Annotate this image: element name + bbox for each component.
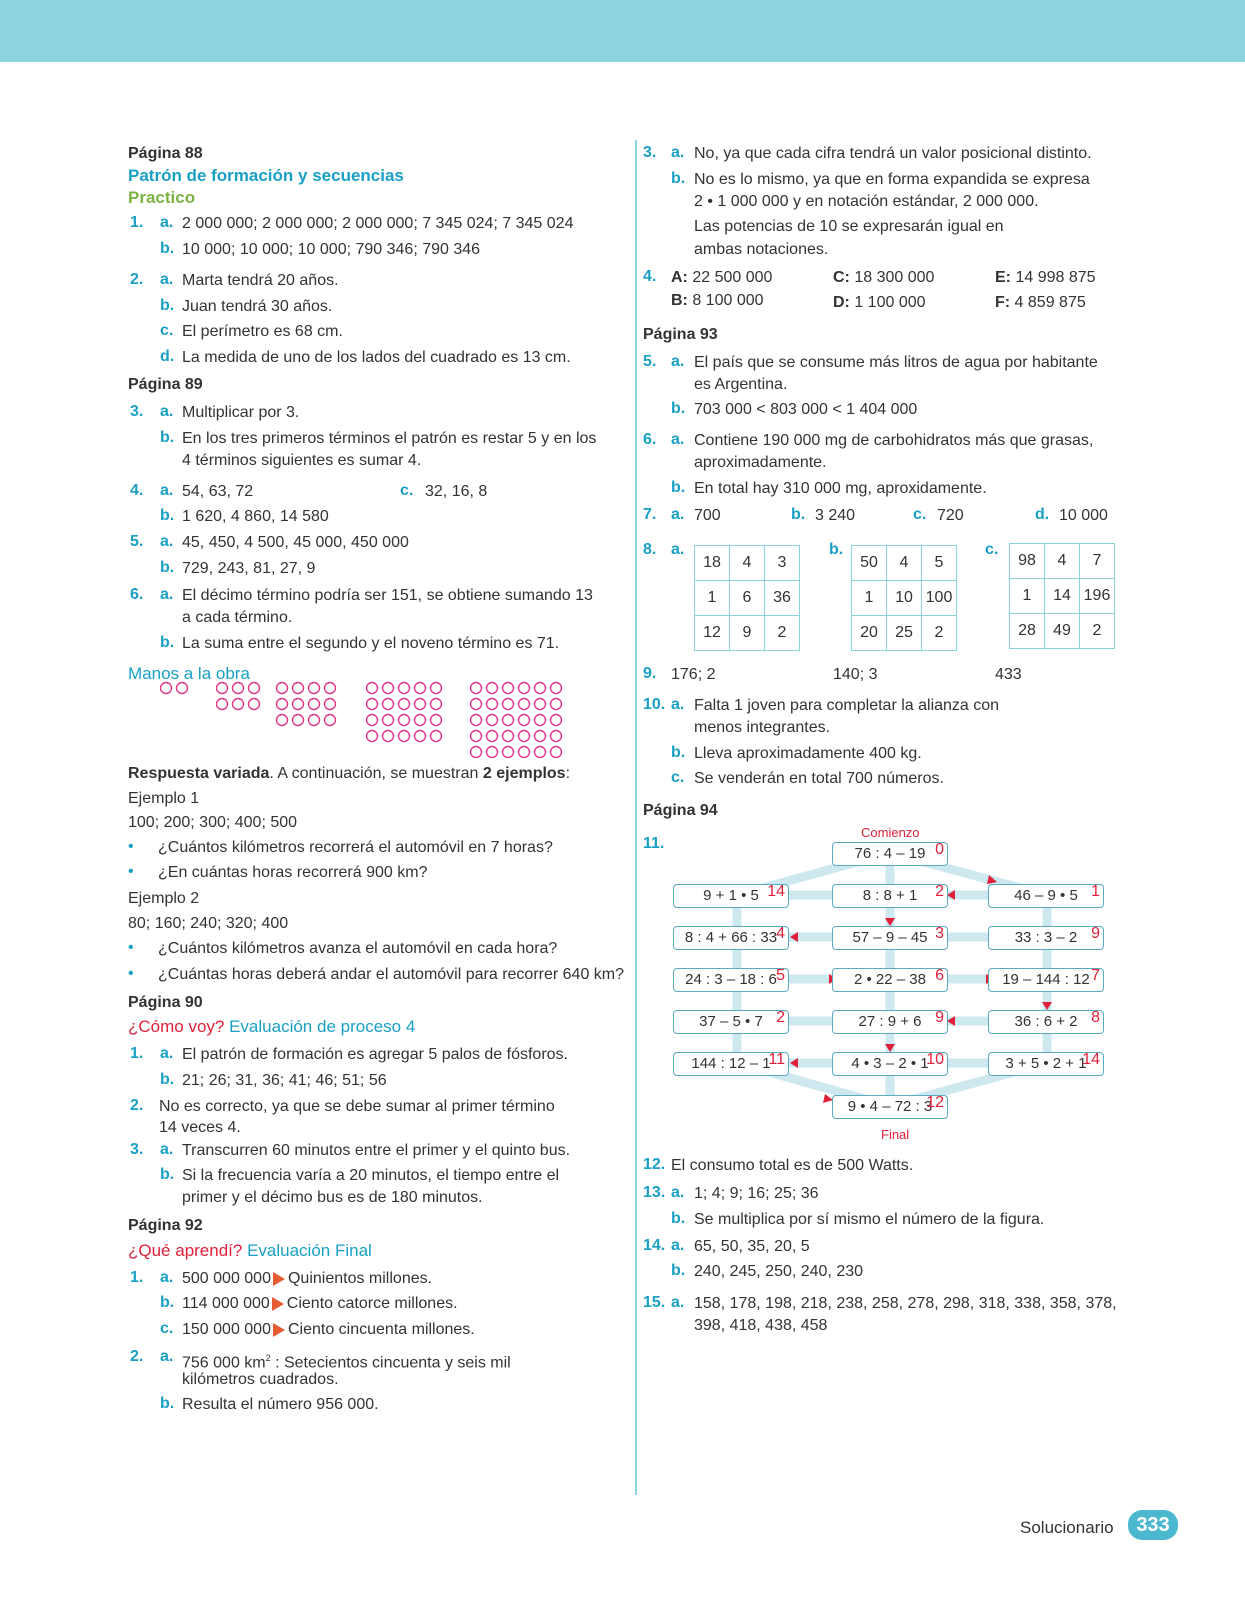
answer-text: 10 000; 10 000; 10 000; 790 346; 790 346 xyxy=(182,241,481,258)
answer-text: ambas notaciones. xyxy=(694,241,829,258)
answer-text: No es lo mismo, ya que en forma expandida se expresa xyxy=(694,171,1090,188)
item-letter: b. xyxy=(160,1166,175,1183)
flow-box: 144 : 12 – 1 11 xyxy=(673,1052,789,1076)
grid-cell: 49 xyxy=(1045,614,1080,649)
example-sequence: 80; 160; 240; 320; 400 xyxy=(128,915,289,932)
grid-cell: 20 xyxy=(852,616,887,651)
grid-cell: 18 xyxy=(695,546,730,581)
section-subtitle: Practico xyxy=(128,188,196,207)
flow-box: 9 • 4 – 72 : 3 12 xyxy=(832,1095,948,1119)
flow-box: 9 + 1 • 5 14 xyxy=(673,884,789,908)
grid-cell: 6 xyxy=(730,581,765,616)
page-heading: Página 88 xyxy=(128,145,203,162)
item-letter: a. xyxy=(160,1045,174,1062)
item-number: 12. xyxy=(643,1156,666,1173)
grid-cell: 50 xyxy=(852,546,887,581)
flow-box: 19 – 144 : 12 7 xyxy=(988,968,1104,992)
grid-cell: 25 xyxy=(887,616,922,651)
example-question: ¿Cuántos kilómetros recorrerá el automóvil en 7 horas? xyxy=(158,839,553,856)
answer-text: 1; 4; 9; 16; 25; 36 xyxy=(694,1185,819,1202)
item-letter: b. xyxy=(160,507,175,524)
item-letter: a. xyxy=(671,1294,685,1311)
item-number: 4. xyxy=(130,482,144,499)
item-number: 8. xyxy=(643,541,657,558)
answer-text: 32, 16, 8 xyxy=(425,483,488,500)
example-sequence: 100; 200; 300; 400; 500 xyxy=(128,814,298,831)
answer-text: 240, 245, 250, 240, 230 xyxy=(694,1263,864,1280)
item-letter: a. xyxy=(671,144,685,161)
answer-text: El consumo total es de 500 Watts. xyxy=(671,1157,914,1174)
flow-box: 4 • 3 – 2 • 1 10 xyxy=(832,1052,948,1076)
answer-text: F: 4 859 875 xyxy=(995,294,1086,311)
flow-box: 27 : 9 + 6 9 xyxy=(832,1010,948,1034)
column-divider xyxy=(635,140,637,1495)
item-letter: a. xyxy=(671,353,685,370)
answer-text: primer y el décimo bus es de 180 minutos. xyxy=(182,1189,483,1206)
item-number: 5. xyxy=(643,353,657,370)
answer-text: E: 14 998 875 xyxy=(995,269,1096,286)
grid-cell: 98 xyxy=(1010,544,1045,579)
example-question: ¿Cuántas horas deberá andar el automóvil para recorrer 640 km? xyxy=(158,966,625,983)
item-letter: b. xyxy=(671,744,686,761)
answer-text: 398, 418, 438, 458 xyxy=(694,1317,828,1334)
answer-text: 2 000 000; 2 000 000; 2 000 000; 7 345 024; 7 345 024 xyxy=(182,215,574,232)
item-letter: b. xyxy=(160,429,175,446)
answer-text: 158, 178, 198, 218, 238, 258, 278, 298, 318, 338, 358, 378, xyxy=(694,1295,1117,1312)
answer-text: B: 8 100 000 xyxy=(671,292,764,309)
answer-text: En los tres primeros términos el patrón es restar 5 y en los xyxy=(182,430,597,447)
magic-square-a xyxy=(694,545,800,651)
item-letter: a. xyxy=(160,482,174,499)
item-letter: b. xyxy=(160,1071,175,1088)
flow-box: 57 – 9 – 45 3 xyxy=(832,926,948,950)
flow-box: 33 : 3 – 2 9 xyxy=(988,926,1104,950)
page-heading: Página 89 xyxy=(128,376,203,393)
answer-text: Contiene 190 000 mg de carbohidratos más que grasas, xyxy=(694,432,1094,449)
page-heading: Página 90 xyxy=(128,994,203,1011)
grid-cell: 7 xyxy=(1080,544,1115,579)
item-number: 1. xyxy=(130,1269,144,1286)
item-number: 10. xyxy=(643,696,666,713)
item-number: 3. xyxy=(130,403,144,420)
answer-text: 729, 243, 81, 27, 9 xyxy=(182,560,316,577)
grid-cell: 4 xyxy=(887,546,922,581)
answer-text: No, ya que cada cifra tendrá un valor posicional distinto. xyxy=(694,145,1092,162)
grid-cell: 1 xyxy=(695,581,730,616)
answer-text: 140; 3 xyxy=(833,666,878,683)
answer-text: D: 1 100 000 xyxy=(833,294,926,311)
answer-text: es Argentina. xyxy=(694,376,788,393)
answer-text: 500 000 000 Quinientos millones. xyxy=(182,1270,433,1287)
bullet-icon: • xyxy=(128,965,134,982)
answer-text: kilómetros cuadrados. xyxy=(182,1371,339,1388)
banner-edge xyxy=(0,38,1245,68)
item-letter: c. xyxy=(671,769,685,786)
item-letter: a. xyxy=(671,1184,685,1201)
item-letter: c. xyxy=(160,1320,174,1337)
item-letter: d. xyxy=(160,348,175,365)
answer-text: Se multiplica por sí mismo el número de la figura. xyxy=(694,1211,1045,1228)
answer-text: 700 xyxy=(694,507,721,524)
flow-box: 8 : 8 + 1 2 xyxy=(832,884,948,908)
answer-text: 150 000 000 Ciento cincuenta millones. xyxy=(182,1321,475,1338)
item-letter: a. xyxy=(671,506,685,523)
grid-cell: 12 xyxy=(695,616,730,651)
item-letter: a. xyxy=(160,1269,174,1286)
bullet-icon: • xyxy=(128,838,134,855)
grid-cell: 4 xyxy=(1045,544,1080,579)
example-heading: Ejemplo 1 xyxy=(128,790,200,807)
magic-square-c xyxy=(1009,543,1115,649)
page-number-badge: 333 xyxy=(1128,1510,1178,1540)
bullet-icon: • xyxy=(128,939,134,956)
grid-cell: 1 xyxy=(852,581,887,616)
flow-box: 37 – 5 • 7 2 xyxy=(673,1010,789,1034)
answer-text: Multiplicar por 3. xyxy=(182,404,300,421)
item-letter: c. xyxy=(400,482,414,499)
answer-text: Si la frecuencia varía a 20 minutos, el tiempo entre el xyxy=(182,1167,560,1184)
example-question: ¿En cuántas horas recorrerá 900 km? xyxy=(158,864,428,881)
item-letter: b. xyxy=(671,400,686,417)
item-letter: a. xyxy=(160,586,174,603)
answer-text: C: 18 300 000 xyxy=(833,269,935,286)
item-number: 13. xyxy=(643,1184,666,1201)
page-heading: Página 92 xyxy=(128,1217,203,1234)
item-letter: a. xyxy=(671,696,685,713)
item-number: 6. xyxy=(643,431,657,448)
example-question: ¿Cuántos kilómetros avanza el automóvil en cada hora? xyxy=(158,940,558,957)
grid-cell: 2 xyxy=(1080,614,1115,649)
item-letter: c. xyxy=(913,506,927,523)
item-number: 2. xyxy=(130,271,144,288)
answer-text: Juan tendrá 30 años. xyxy=(182,298,333,315)
item-letter: c. xyxy=(985,541,999,558)
item-letter: b. xyxy=(671,170,686,187)
answer-text: 65, 50, 35, 20, 5 xyxy=(694,1238,810,1255)
item-letter: b. xyxy=(160,1395,175,1412)
evaluation-heading: ¿Qué aprendí? Evaluación Final xyxy=(128,1241,372,1260)
flow-box: 24 : 3 – 18 : 6 5 xyxy=(673,968,789,992)
answer-text: 756 000 $km^2$ : Setecientos cincuenta y seis mil xyxy=(182,1353,511,1372)
answer-text: 1 620, 4 860, 14 580 xyxy=(182,508,329,525)
answer-text: 54, 63, 72 xyxy=(182,483,254,500)
grid-cell: 3 xyxy=(765,546,800,581)
answer-text: En total hay 310 000 mg, aproxidamente. xyxy=(694,480,987,497)
answer-text: El perímetro es 68 cm. xyxy=(182,323,343,340)
grid-cell: 5 xyxy=(922,546,957,581)
answer-text: 10 000 xyxy=(1059,507,1108,524)
item-number: 1. xyxy=(130,214,144,231)
answer-text: Resulta el número 956 000. xyxy=(182,1396,379,1413)
grid-cell: 9 xyxy=(730,616,765,651)
item-number: 2. xyxy=(130,1097,144,1114)
answer-text: 433 xyxy=(995,666,1022,683)
end-label: Final xyxy=(881,1127,910,1142)
page-heading: Página 94 xyxy=(643,802,718,819)
item-letter: b. xyxy=(160,634,175,651)
grid-cell: 28 xyxy=(1010,614,1045,649)
item-number: 15. xyxy=(643,1294,666,1311)
item-letter: d. xyxy=(1035,506,1050,523)
grid-cell: 10 xyxy=(887,581,922,616)
flow-box: 2 • 22 – 38 6 xyxy=(832,968,948,992)
item-letter: b. xyxy=(671,1262,686,1279)
item-letter: b. xyxy=(160,559,175,576)
answer-text: Se venderán en total 700 números. xyxy=(694,770,944,787)
item-letter: b. xyxy=(671,1210,686,1227)
answer-text: El país que se consume más litros de agua por habitante xyxy=(694,354,1098,371)
answer-text: Falta 1 joven para completar la alianza con xyxy=(694,697,1000,714)
item-number: 4. xyxy=(643,268,657,285)
item-letter: b. xyxy=(160,240,175,257)
answer-text: 14 veces 4. xyxy=(159,1119,241,1136)
manos-heading: Manos a la obra xyxy=(128,664,250,683)
flow-box: 3 + 5 • 2 + 1 14 xyxy=(988,1052,1104,1076)
answer-text: menos integrantes. xyxy=(694,719,831,736)
item-letter: a. xyxy=(160,1348,174,1365)
magic-square-b xyxy=(851,545,957,651)
arrow-right-icon xyxy=(273,1323,285,1337)
answer-text: Transcurren 60 minutos entre el primer y el quinto bus. xyxy=(182,1142,571,1159)
item-letter: b. xyxy=(160,297,175,314)
item-letter: a. xyxy=(671,541,685,558)
item-number: 14. xyxy=(643,1237,666,1254)
item-letter: a. xyxy=(160,271,174,288)
item-letter: a. xyxy=(671,1237,685,1254)
answer-text: 703 000 < 803 000 < 1 404 000 xyxy=(694,401,918,418)
answer-text: Marta tendrá 20 años. xyxy=(182,272,339,289)
answer-text: 2 • 1 000 000 y en notación estándar, 2 000 000. xyxy=(694,193,1039,210)
answer-text: 720 xyxy=(937,507,964,524)
answer-text: La medida de uno de los lados del cuadrado es 13 cm. xyxy=(182,349,571,366)
item-number: 2. xyxy=(130,1348,144,1365)
grid-cell: 1 xyxy=(1010,579,1045,614)
circle-pattern-figures xyxy=(158,678,578,758)
item-number: 7. xyxy=(643,506,657,523)
answer-text: 4 términos siguientes es sumar 4. xyxy=(182,452,422,469)
item-number: 6. xyxy=(130,586,144,603)
item-number: 3. xyxy=(130,1141,144,1158)
item-letter: a. xyxy=(160,214,174,231)
page-heading: Página 93 xyxy=(643,326,718,343)
answer-text: 21; 26; 31, 36; 41; 46; 51; 56 xyxy=(182,1072,387,1089)
answer-text: a cada término. xyxy=(182,609,293,626)
answer-text: El décimo término podría ser 151, se obtiene sumando 13 xyxy=(182,587,593,604)
section-title: Patrón de formación y secuencias xyxy=(128,166,404,185)
item-letter: b. xyxy=(791,506,806,523)
example-heading: Ejemplo 2 xyxy=(128,890,200,907)
answer-text: 45, 450, 4 500, 45 000, 450 000 xyxy=(182,534,409,551)
item-letter: a. xyxy=(160,533,174,550)
answer-text: Lleva aproximadamente 400 kg. xyxy=(694,745,922,762)
flow-box: 76 : 4 – 19 0 xyxy=(832,842,948,866)
item-letter: a. xyxy=(160,1141,174,1158)
grid-cell: 36 xyxy=(765,581,800,616)
evaluation-heading: ¿Cómo voy? Evaluación de proceso 4 xyxy=(128,1017,416,1036)
answer-text: 176; 2 xyxy=(671,666,716,683)
item-number: 1. xyxy=(130,1045,144,1062)
arrow-right-icon xyxy=(273,1272,285,1286)
item-number: 5. xyxy=(130,533,144,550)
answer-text: El patrón de formación es agregar 5 palos de fósforos. xyxy=(182,1046,568,1063)
start-label: Comienzo xyxy=(861,825,920,840)
item-number: 11. xyxy=(643,835,665,852)
answer-text: aproximadamente. xyxy=(694,454,827,471)
grid-cell: 100 xyxy=(922,581,957,616)
arrow-right-icon xyxy=(272,1297,284,1311)
item-number: 9. xyxy=(643,665,657,682)
item-letter: b. xyxy=(671,479,686,496)
answer-text: La suma entre el segundo y el noveno término es 71. xyxy=(182,635,560,652)
footer-label: Solucionario xyxy=(1020,1518,1114,1537)
flow-box: 36 : 6 + 2 8 xyxy=(988,1010,1104,1034)
item-letter: b. xyxy=(160,1294,175,1311)
grid-cell: 2 xyxy=(765,616,800,651)
grid-cell: 4 xyxy=(730,546,765,581)
grid-cell: 196 xyxy=(1080,579,1115,614)
answer-text: No es correcto, ya que se debe sumar al primer término xyxy=(159,1098,555,1115)
answer-text: A: 22 500 000 xyxy=(671,269,773,286)
answer-text: Las potencias de 10 se expresarán igual en xyxy=(694,218,1004,235)
bullet-icon: • xyxy=(128,863,134,880)
answer-text: 3 240 xyxy=(815,507,856,524)
grid-cell: 14 xyxy=(1045,579,1080,614)
item-letter: a. xyxy=(671,431,685,448)
grid-cell: 2 xyxy=(922,616,957,651)
item-letter: c. xyxy=(160,322,174,339)
answer-text: 114 000 000 Ciento catorce millones. xyxy=(182,1295,458,1312)
item-letter: b. xyxy=(829,541,844,558)
item-number: 3. xyxy=(643,144,657,161)
flow-box: 8 : 4 + 66 : 33 4 xyxy=(673,926,789,950)
item-letter: a. xyxy=(160,403,174,420)
flow-box: 46 – 9 • 5 1 xyxy=(988,884,1104,908)
response-intro: Respuesta variada. A continuación, se muestran 2 ejemplos: xyxy=(128,765,571,782)
